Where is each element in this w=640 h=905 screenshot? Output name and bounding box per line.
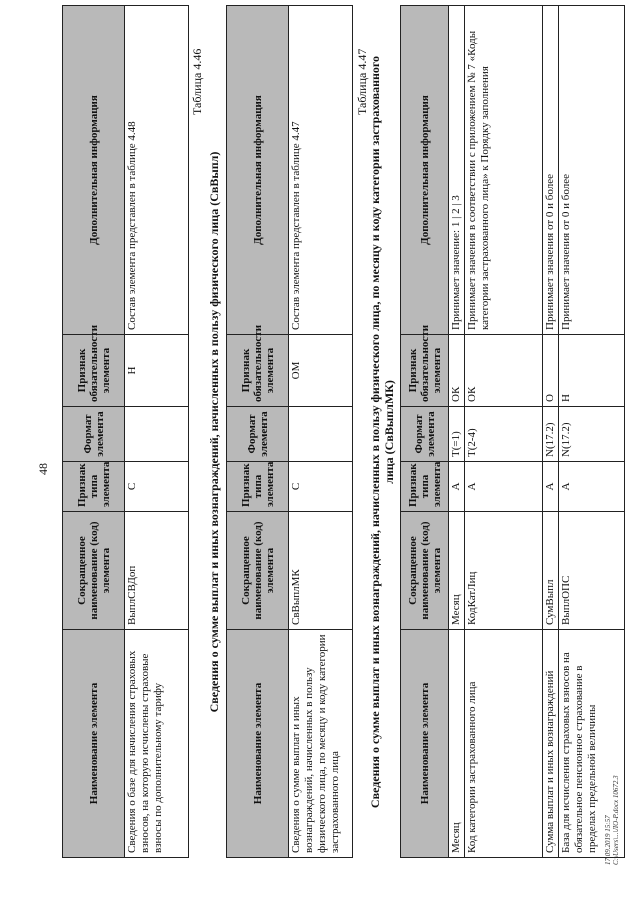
table-4-47 xyxy=(400,5,625,858)
cell-type: А xyxy=(559,462,625,512)
cell-format: N(17.2) xyxy=(543,407,559,462)
cell-code: Месяц xyxy=(449,512,465,630)
header-type: Признак типа элемента xyxy=(63,462,125,512)
cell-code: СумВыпл xyxy=(543,512,559,630)
header-type: Признак типа элемента xyxy=(227,462,289,512)
cell-type: С xyxy=(289,462,353,512)
header-type: Признак типа элемента xyxy=(401,462,449,512)
cell-code: КодКатЛиц xyxy=(465,512,543,630)
cell-required: ОК xyxy=(465,335,543,407)
header-info: Дополнительная информация xyxy=(227,6,289,335)
cell-format xyxy=(125,407,189,462)
cell-required: Н xyxy=(125,335,189,407)
header-name: Наименование элемента xyxy=(401,630,449,858)
section-title-line2: лица (СвВыплМК) xyxy=(382,380,396,484)
table-row xyxy=(125,6,189,858)
cell-code: ВыплОПС xyxy=(559,512,625,630)
cell-info: Состав элемента представлен в таблице 4.48 xyxy=(125,6,189,335)
header-name: Наименование элемента xyxy=(227,630,289,858)
cell-format: T(=1) xyxy=(449,407,465,462)
table-4-46 xyxy=(226,5,353,858)
table-continuation xyxy=(62,5,189,858)
header-format: Формат элемента xyxy=(63,407,125,462)
cell-code: СвВыплМК xyxy=(289,512,353,630)
cell-code: ВыплСВДоп xyxy=(125,512,189,630)
table-row xyxy=(449,6,465,858)
header-info: Дополнительная информация xyxy=(401,6,449,335)
cell-info: Принимает значения от 0 и более xyxy=(543,6,559,335)
cell-name: Месяц xyxy=(449,630,465,858)
header-info: Дополнительная информация xyxy=(63,6,125,335)
cell-type: А xyxy=(465,462,543,512)
cell-format: T(2-4) xyxy=(465,407,543,462)
cell-info: Состав элемента представлен в таблице 4.47 xyxy=(289,6,353,335)
cell-required: ОК xyxy=(449,335,465,407)
cell-name: База для исчисления страховых взносов на обязательное пенсионное страхование в пределах предельной величины xyxy=(559,630,625,858)
cell-required: О xyxy=(543,335,559,407)
table-row xyxy=(543,6,559,858)
header-required: Признак обязательности элемента xyxy=(401,335,449,407)
cell-info: Принимает значения в соответствии с приложением № 7 «Коды категории застрахованного лица» к Порядку заполнения xyxy=(465,6,543,335)
header-name: Наименование элемента xyxy=(63,630,125,858)
section-title-line1: Сведения о сумме выплат и иных вознаграждений, начисленных в пользу физического лица, по месяцу и коду категории застрахованного xyxy=(368,55,382,809)
footer-line1: 17.09.2019 15:57 xyxy=(604,815,612,865)
section-title-svvyplmk xyxy=(368,6,396,858)
cell-required: Н xyxy=(559,335,625,407)
header-required: Признак обязательности элемента xyxy=(63,335,125,407)
header-required: Признак обязательности элемента xyxy=(227,335,289,407)
cell-format: N(17.2) xyxy=(559,407,625,462)
cell-type: С xyxy=(125,462,189,512)
cell-type: А xyxy=(543,462,559,512)
header-code: Сокращенное наименование (код) элемента xyxy=(227,512,289,630)
header-code: Сокращенное наименование (код) элемента xyxy=(63,512,125,630)
page-number: 48 xyxy=(36,463,50,475)
cell-required: ОМ xyxy=(289,335,353,407)
cell-name: Сведения о сумме выплат и иных вознаграждений, начисленных в пользу физического лица, по месяцу и коду категории застрахованного лица xyxy=(289,630,353,858)
table-row xyxy=(465,6,543,858)
cell-type: А xyxy=(449,462,465,512)
table-label-4-46: Таблица 4.46 xyxy=(190,48,204,115)
section-title-svvypl: Сведения о сумме выплат и иных вознаграждений, начисленных в пользу физического лица (СвВыпл) xyxy=(207,151,221,713)
footer-stamp xyxy=(604,775,620,865)
cell-name: Код категории застрахованного лица xyxy=(465,630,543,858)
header-format: Формат элемента xyxy=(401,407,449,462)
cell-info: Принимает значение: 1 | 2 | 3 xyxy=(449,6,465,335)
header-code: Сокращенное наименование (код) элемента xyxy=(401,512,449,630)
table-row xyxy=(289,6,353,858)
footer-line2: С:\Users\...\ЛО-Р.docx 10672.3 xyxy=(612,775,620,865)
cell-name: Сумма выплат и иных вознаграждений xyxy=(543,630,559,858)
header-format: Формат элемента xyxy=(227,407,289,462)
cell-info: Принимает значения от 0 и более xyxy=(559,6,625,335)
cell-format xyxy=(289,407,353,462)
table-label-4-47: Таблица 4.47 xyxy=(355,48,369,115)
cell-name: Сведения о базе для начисления страховых взносов, на которую исчислены страховые взносы по дополнительному тарифу xyxy=(125,630,189,858)
table-row xyxy=(559,6,625,858)
